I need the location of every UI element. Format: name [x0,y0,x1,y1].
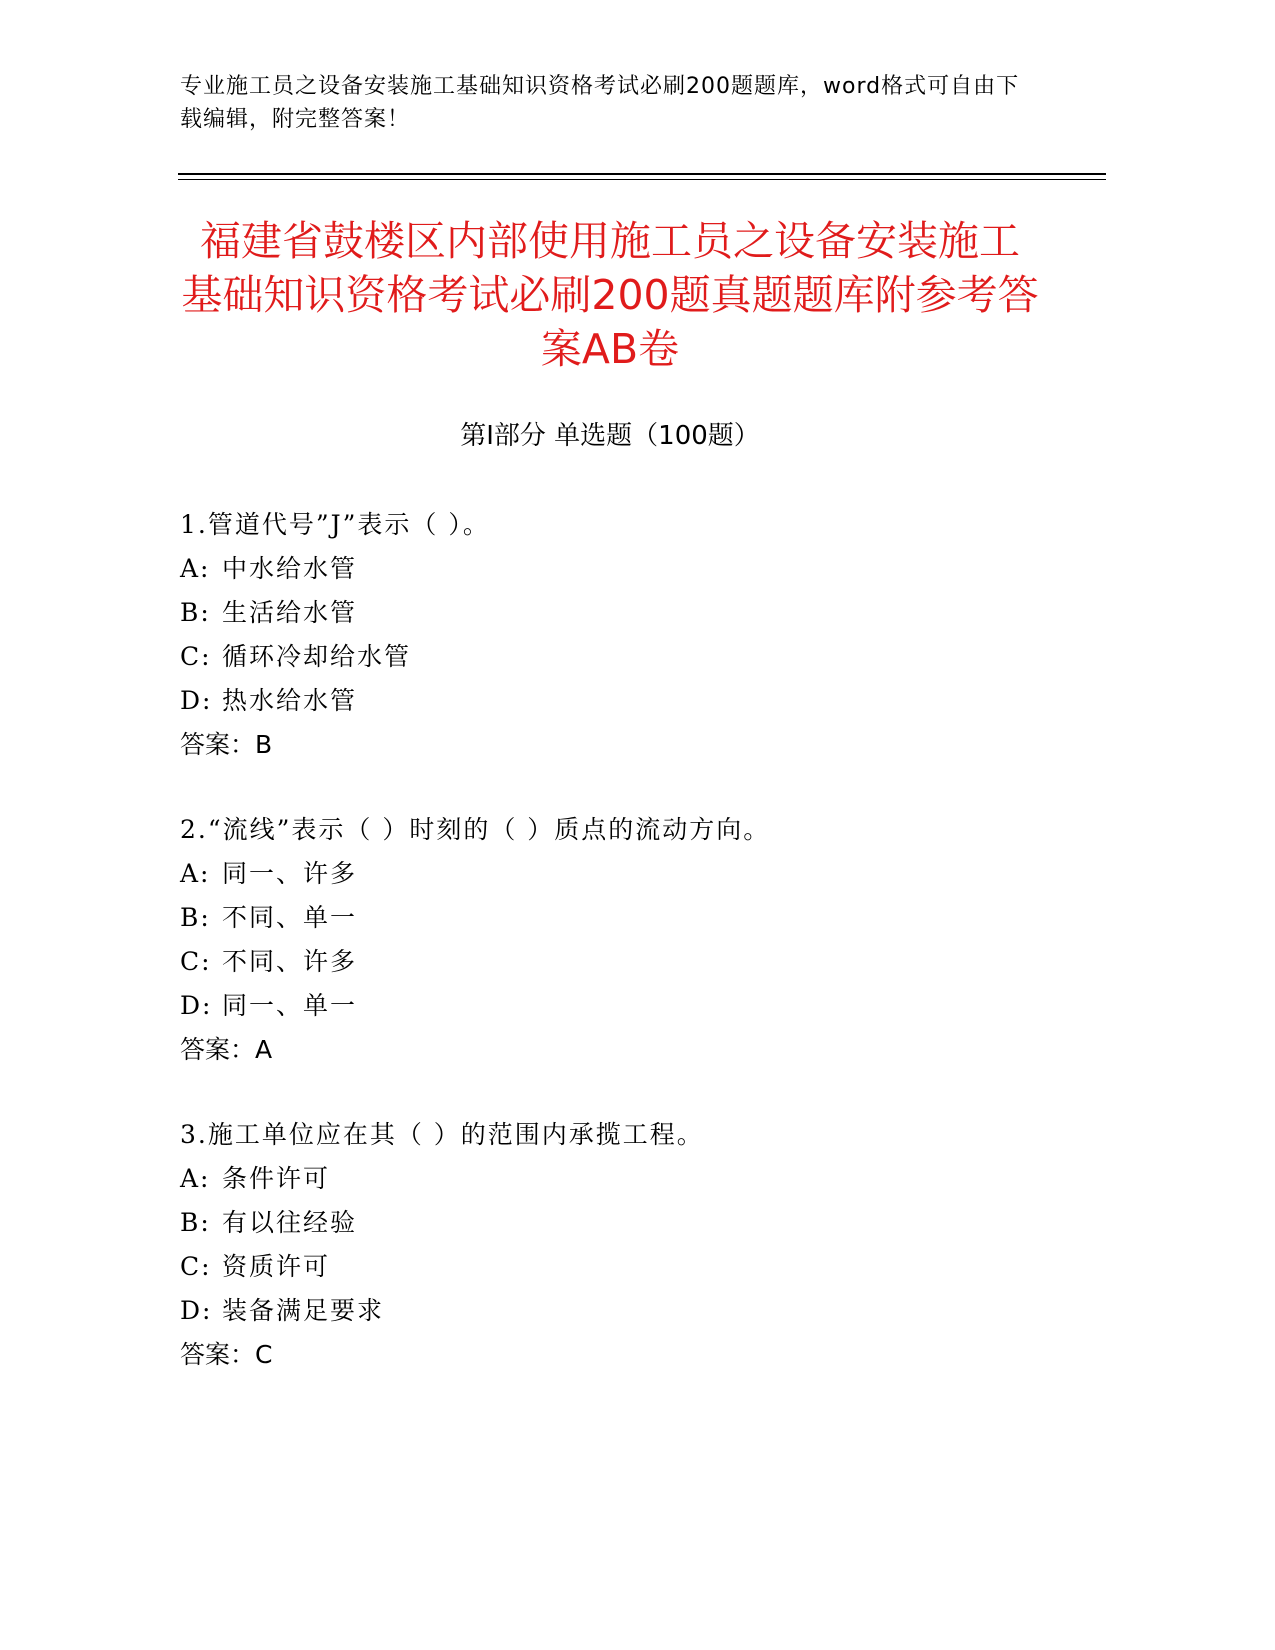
option-letter: D: [180,1296,213,1325]
option-letter: D: [180,991,213,1020]
option-b [180,1201,1040,1245]
option-text: 条件许可 [222,1164,331,1193]
option-text: 热水给水管 [222,686,358,715]
question-stem: 1.管道代号”J”表示（ ）。 [180,510,490,539]
option-b [180,896,1040,940]
option-letter: C: [180,642,212,671]
option-c [180,1245,1040,1289]
option-d [180,984,1040,1028]
option-text: 中水给水管 [222,554,358,583]
document-title: 福建省鼓楼区内部使用施工员之设备安装施工基础知识资格考试必刷200题真题题库附参考答案AB卷 [181,217,1039,373]
option-letter: A: [180,1164,211,1193]
option-b [180,591,1040,635]
header-divider-thick [178,173,1106,175]
option-text: 资质许可 [222,1252,331,1281]
option-letter: A: [180,859,211,888]
option-c [180,940,1040,984]
header-note: 专业施工员之设备安装施工基础知识资格考试必刷200题题库，word格式可自由下载编辑，附完整答案！ [180,74,1020,132]
question-stem: 3.施工单位应在其（ ）的范围内承揽工程。 [180,1120,704,1149]
option-text: 循环冷却给水管 [222,642,412,671]
option-letter: C: [180,947,212,976]
option-text: 有以往经验 [222,1208,358,1237]
option-c [180,635,1040,679]
option-text: 不同、许多 [222,947,358,976]
question-block [180,1113,1040,1377]
option-letter: C: [180,1252,212,1281]
option-a [180,1157,1040,1201]
header-divider-thin [178,179,1106,180]
option-a [180,547,1040,591]
option-text: 装备满足要求 [222,1296,385,1325]
option-letter: B: [180,903,211,932]
option-letter: B: [180,598,211,627]
option-text: 同一、许多 [222,859,358,888]
question-block [180,503,1040,767]
option-letter: D: [180,686,213,715]
option-text: 不同、单一 [222,903,358,932]
answer-line: 答案：B [180,730,273,759]
option-text: 生活给水管 [222,598,358,627]
option-letter: A: [180,554,211,583]
option-a [180,852,1040,896]
option-text: 同一、单一 [222,991,358,1020]
option-d [180,679,1040,723]
answer-line: 答案：A [180,1035,273,1064]
section-heading: 第I部分 单选题（100题） [460,421,760,451]
option-d [180,1289,1040,1333]
option-letter: B: [180,1208,211,1237]
question-stem: 2.“流线”表示（ ）时刻的（ ）质点的流动方向。 [180,815,771,844]
answer-line: 答案：C [180,1340,273,1369]
question-block [180,808,1040,1072]
